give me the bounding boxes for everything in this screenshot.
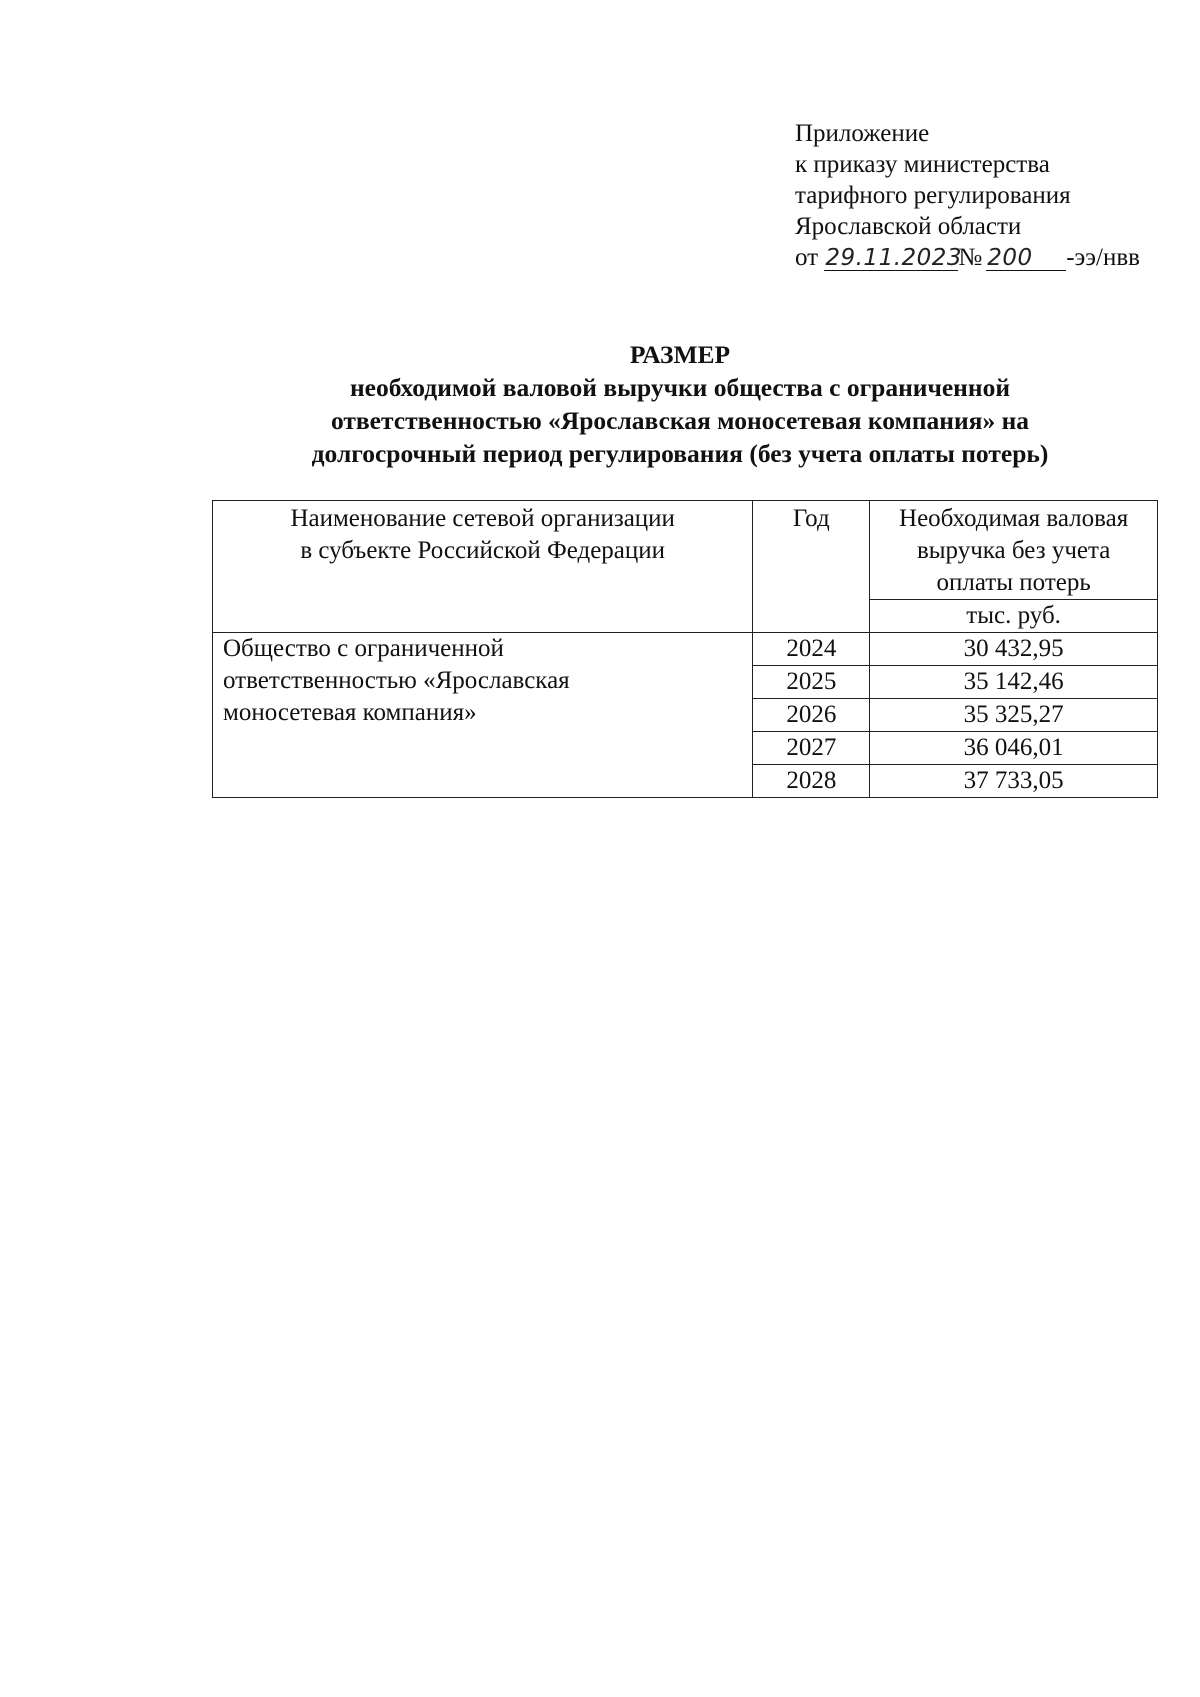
appendix-line: тарифного регулирования	[795, 182, 1071, 209]
table-row	[213, 633, 1158, 666]
order-suffix: -ээ/нвв	[1066, 244, 1140, 271]
year-cell: 2027	[753, 732, 870, 765]
header-organization	[213, 501, 753, 633]
year-cell: 2024	[753, 633, 870, 666]
year-cell: 2025	[753, 666, 870, 699]
header-org-line: Наименование сетевой организации	[290, 505, 675, 532]
header-value-line: выручка без учета	[916, 537, 1111, 564]
appendix-block	[795, 118, 1185, 273]
title-subtitle-line: необходимой валовой выручки общества с ограниченной	[349, 373, 1011, 402]
order-number-handwritten: 200	[986, 246, 1066, 271]
title-subtitle-line: ответственностью «Ярославская моносетевая компания» на	[330, 406, 1030, 435]
organization-name-cell	[213, 633, 753, 798]
appendix-line: Приложение	[795, 120, 930, 147]
value-cell: 37 733,05	[870, 765, 1158, 798]
year-cell: 2026	[753, 699, 870, 732]
header-value	[870, 501, 1158, 600]
order-date-handwritten: 29.11.2023	[825, 245, 963, 271]
organization-line: моносетевая компания»	[223, 699, 477, 726]
appendix-line: к приказу министерства	[795, 151, 1050, 178]
header-year: Год	[753, 501, 870, 633]
header-org-line: в субъекте Российской Федерации	[300, 537, 666, 564]
order-number-sign: №	[958, 244, 983, 271]
appendix-line: Ярославской области	[795, 213, 1022, 240]
value-cell: 36 046,01	[870, 732, 1158, 765]
header-value-line: оплаты потерь	[936, 569, 1091, 596]
title-heading: РАЗМЕР	[629, 340, 731, 369]
header-unit: тыс. руб.	[870, 600, 1158, 633]
organization-line: Общество с ограниченной	[223, 635, 504, 662]
title-subtitle-line: долгосрочный период регулирования (без учета оплаты потерь)	[311, 439, 1049, 468]
value-cell: 30 432,95	[870, 633, 1158, 666]
year-cell: 2028	[753, 765, 870, 798]
document-title	[200, 338, 1160, 470]
header-value-line: Необходимая валовая	[899, 505, 1129, 532]
value-cell: 35 325,27	[870, 699, 1158, 732]
organization-line: ответственностью «Ярославская	[223, 667, 570, 694]
order-prefix: от	[795, 244, 819, 271]
order-reference	[795, 242, 1185, 273]
value-cell: 35 142,46	[870, 666, 1158, 699]
table-header-row	[213, 501, 1158, 600]
nvv-table	[212, 500, 1158, 798]
